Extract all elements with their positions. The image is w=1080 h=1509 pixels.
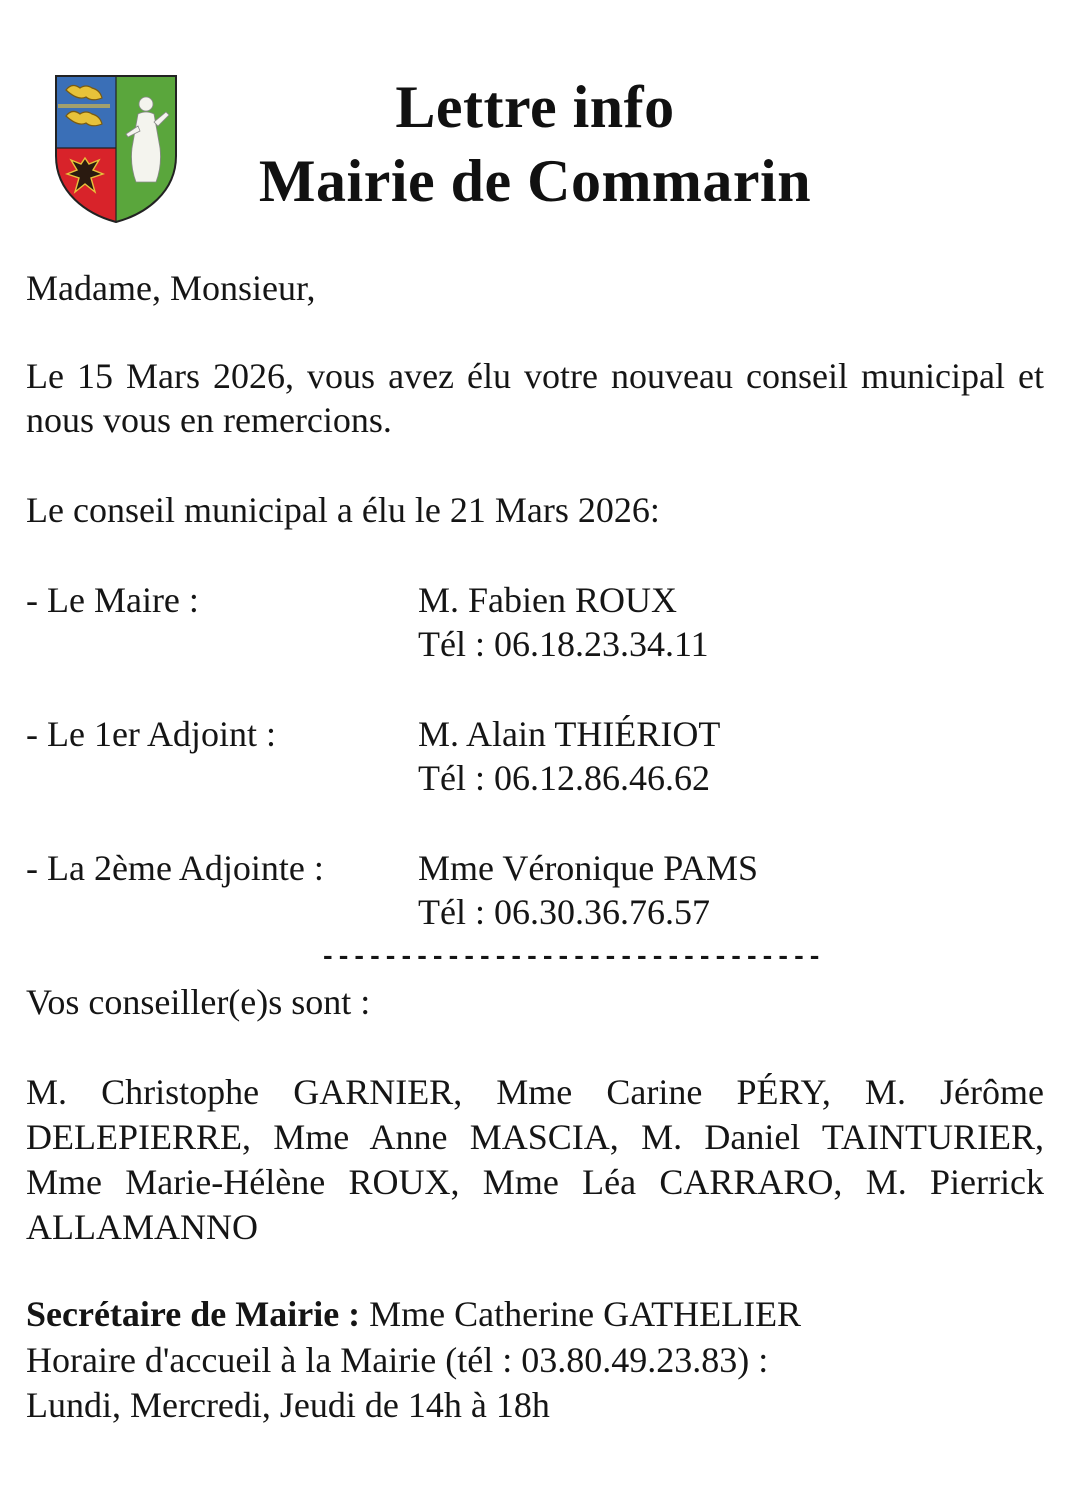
official-role-mayor: - Le Maire : <box>26 580 199 620</box>
official-phone-second-deputy: Tél : 06.30.36.76.57 <box>418 892 710 932</box>
secretary-name: Mme Catherine GATHELIER <box>360 1294 802 1334</box>
office-hours-line: Horaire d'accueil à la Mairie (tél : 03.80.49.23.83) : <box>26 1340 769 1380</box>
office-days-line: Lundi, Mercredi, Jeudi de 14h à 18h <box>26 1385 550 1425</box>
official-phone-mayor: Tél : 06.18.23.34.11 <box>418 624 709 664</box>
coat-of-arms-icon <box>54 74 178 224</box>
official-name-mayor: M. Fabien ROUX <box>418 580 677 620</box>
official-role-second-deputy: - La 2ème Adjointe : <box>26 848 324 888</box>
official-name-second-deputy: Mme Véronique PAMS <box>418 848 759 888</box>
councillors-list: M. Christophe GARNIER, Mme Carine PÉRY, M. Jérôme DELEPIERRE, Mme Anne MASCIA, M. Daniel TAINTURIER, Mme Marie-Hélène ROUX, Mme Léa CARRARO, M. Pierrick ALLAMANNO <box>26 1072 1044 1247</box>
councillors-heading: Vos conseiller(e)s sont : <box>26 982 371 1022</box>
official-name-first-deputy: M. Alain THIÉRIOT <box>418 714 721 754</box>
page-title-line-2: Mairie de Commarin <box>258 148 812 214</box>
secretary-line <box>26 1292 801 1336</box>
election-line: Le conseil municipal a élu le 21 Mars 2026: <box>26 490 660 530</box>
official-phone-first-deputy: Tél : 06.12.86.46.62 <box>418 758 710 798</box>
greeting: Madame, Monsieur, <box>26 268 316 308</box>
secretary-label: Secrétaire de Mairie : <box>26 1294 361 1334</box>
page-title-line-1: Lettre info <box>395 74 675 140</box>
intro-paragraph: Le 15 Mars 2026, vous avez élu votre nouveau conseil municipal et nous vous en remercions. <box>26 356 1044 440</box>
official-role-first-deputy: - Le 1er Adjoint : <box>26 714 276 754</box>
dashed-separator: -------------------------------- <box>320 942 823 972</box>
